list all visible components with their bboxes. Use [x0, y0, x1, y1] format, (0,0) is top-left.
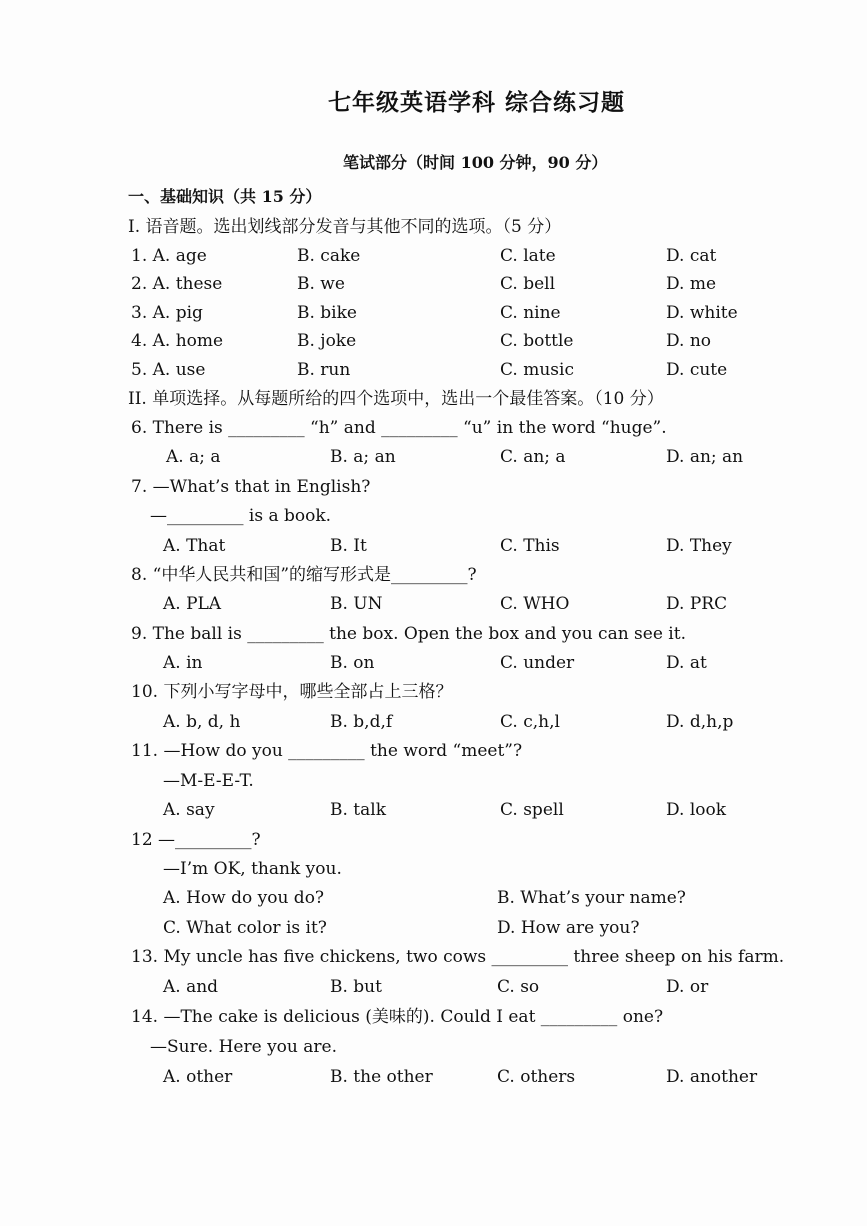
question-13: 13. My uncle has five chickens, two cows _________ three sheep on his farm. — [131, 947, 785, 967]
option-d: D. How are you? — [497, 918, 640, 938]
option-a: A. in — [163, 653, 203, 673]
option-b: B. but — [330, 977, 382, 997]
question-12-reply: —I’m OK, thank you. — [163, 859, 342, 879]
section-heading: 一、基础知识（共 15 分） — [128, 187, 322, 206]
question-6: 6. There is _________ “h” and _________ “u” in the word “huge”. — [131, 418, 667, 438]
question-11: 11. —How do you _________ the word “meet”? — [131, 741, 523, 761]
option-c: C. an; a — [500, 447, 566, 467]
option-c: C. bell — [500, 274, 556, 294]
question-9: 9. The ball is _________ the box. Open the box and you can see it. — [131, 624, 686, 644]
question-7: 7. —What’s that in English? — [131, 477, 371, 497]
option-a: A. say — [163, 800, 215, 820]
option-a: A. and — [163, 977, 219, 997]
option-a: 4. A. home — [131, 331, 224, 351]
option-b: B. on — [330, 653, 375, 673]
option-b: B. b,d,f — [330, 712, 393, 732]
option-c: C. spell — [500, 800, 564, 820]
option-d: D. d,h,p — [666, 712, 734, 732]
option-b: B. joke — [297, 331, 357, 351]
page-title: 七年级英语学科 综合练习题 — [328, 89, 626, 116]
question-11-reply: —M-E-E-T. — [163, 771, 254, 791]
option-c: C. This — [500, 536, 560, 556]
option-b: B. run — [297, 360, 351, 380]
option-c: C. WHO — [500, 594, 570, 614]
option-a: 3. A. pig — [131, 303, 203, 323]
option-a: A. PLA — [163, 594, 222, 614]
option-b: B. a; an — [330, 447, 396, 467]
option-d: D. cute — [666, 360, 728, 380]
question-10: 10. 下列小写字母中，哪些全部占上三格？ — [131, 682, 453, 702]
option-b: B. bike — [297, 303, 357, 323]
option-b: B. What’s your name? — [497, 888, 686, 908]
option-a: 5. A. use — [131, 360, 206, 380]
option-a: A. a; a — [166, 447, 221, 467]
question-7-reply: —_________ is a book. — [150, 506, 332, 526]
option-a: A. other — [163, 1067, 233, 1087]
option-a: 1. A. age — [131, 246, 207, 266]
option-d: D. another — [666, 1067, 758, 1087]
question-12: 12 —_________? — [131, 830, 261, 850]
option-c: C. bottle — [500, 331, 574, 351]
part1-heading: I. 语音题。选出划线部分发音与其他不同的选项。（5 分） — [128, 217, 562, 237]
option-b: B. UN — [330, 594, 383, 614]
option-d: D. at — [666, 653, 707, 673]
question-14: 14. —The cake is delicious (美味的). Could I eat _________ one? — [131, 1007, 664, 1027]
option-a: A. That — [163, 536, 226, 556]
part2-heading: II. 单项选择。从每题所给的四个选项中，选出一个最佳答案。（10 分） — [128, 389, 664, 409]
option-d: D. cat — [666, 246, 717, 266]
option-c: C. What color is it? — [163, 918, 327, 938]
option-b: B. the other — [330, 1067, 433, 1087]
option-d: D. They — [666, 536, 732, 556]
option-d: D. an; an — [666, 447, 744, 467]
option-d: D. look — [666, 800, 727, 820]
option-c: C. late — [500, 246, 556, 266]
option-a: 2. A. these — [131, 274, 223, 294]
option-b: B. It — [330, 536, 367, 556]
option-a: A. b, d, h — [163, 712, 241, 732]
option-c: C. c,h,l — [500, 712, 560, 732]
option-b: B. talk — [330, 800, 387, 820]
option-c: C. nine — [500, 303, 561, 323]
option-b: B. cake — [297, 246, 361, 266]
option-d: D. PRC — [666, 594, 728, 614]
option-d: D. or — [666, 977, 709, 997]
option-c: C. under — [500, 653, 575, 673]
question-14-reply: —Sure. Here you are. — [150, 1037, 337, 1057]
option-a: A. How do you do? — [163, 888, 325, 908]
option-d: D. white — [666, 303, 738, 323]
page-subtitle: 笔试部分（时间 100 分钟，90 分） — [343, 153, 608, 172]
option-c: C. others — [497, 1067, 576, 1087]
question-8: 8. “中华人民共和国”的缩写形式是_________? — [131, 565, 477, 585]
option-d: D. no — [666, 331, 712, 351]
option-c: C. so — [497, 977, 540, 997]
option-b: B. we — [297, 274, 345, 294]
option-d: D. me — [666, 274, 717, 294]
option-c: C. music — [500, 360, 574, 380]
